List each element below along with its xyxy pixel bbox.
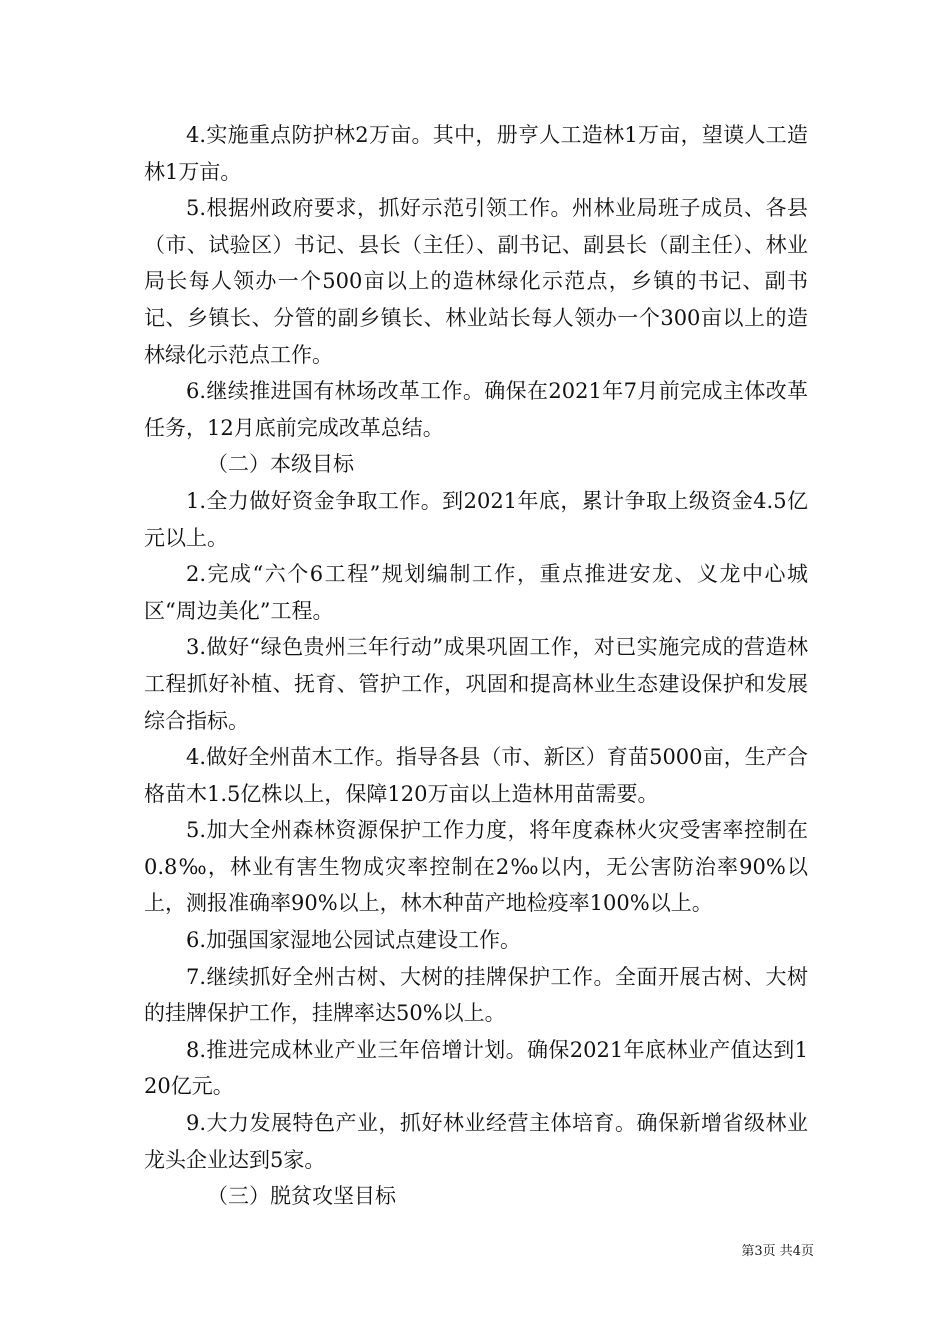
paragraph-5: 2.完成“六个6工程”规划编制工作，重点推进安龙、义龙中心城区“周边美化”工程。 (144, 562, 808, 623)
section-heading-2: （二）本级目标 (207, 452, 354, 477)
paragraph-12: 9.大力发展特色产业，抓好林业经营主体培育。确保新增省级林业龙头企业达到5家。 (144, 1111, 808, 1172)
document-body (144, 117, 808, 1215)
paragraph-6: 3.做好“绿色贵州三年行动”成果巩固工作，对已实施完成的营造林工程抓好补植、抚育、管护工作，巩固和提高林业生态建设保护和发展综合指标。 (144, 635, 808, 733)
paragraph-9: 6.加强国家湿地公园试点建设工作。 (186, 928, 522, 953)
paragraph-4: 1.全力做好资金争取工作。到2021年底，累计争取上级资金4.5亿元以上。 (144, 488, 808, 550)
paragraph-3: 6.继续推进国有林场改革工作。确保在2021年7月前完成主体改革任务，12月底前完成改革总结。 (144, 379, 808, 440)
paragraph-10: 7.继续抓好全州古树、大树的挂牌保护工作。全面开展古树、大树的挂牌保护工作，挂牌率达50%以上。 (144, 964, 808, 1026)
paragraph-1: 4.实施重点防护林2万亩。其中，册亨人工造林1万亩，望谟人工造林1万亩。 (144, 123, 808, 184)
paragraph-7: 4.做好全州苗木工作。指导各县（市、新区）育苗5000亩，生产合格苗木1.5亿株以上，保障120万亩以上造林用苗需要。 (144, 745, 808, 806)
paragraph-8: 5.加大全州森林资源保护工作力度，将年度森林火灾受害率控制在0.8‰，林业有害生物成灾率控制在2‰以内，无公害防治率90%以上，测报准确率90%以上，林木种苗产地检疫率100%以上。 (144, 818, 808, 916)
page-number: 第3页 共4页 (741, 1244, 814, 1259)
paragraph-11: 8.推进完成林业产业三年倍增计划。确保2021年底林业产值达到120亿元。 (144, 1037, 808, 1099)
paragraph-2: 5.根据州政府要求，抓好示范引领工作。州林业局班子成员、各县（市、试验区）书记、县长（主任）、副书记、副县长（副主任）、林业局长每人领办一个500亩以上的造林绿化示范点，乡镇的书记、副书记、乡镇长、分管的副乡镇长、林业站长每人领办一个300亩以上的造林绿化示范点工作。 (144, 196, 808, 367)
section-heading-3: （三）脱贫攻坚目标 (207, 1184, 396, 1209)
